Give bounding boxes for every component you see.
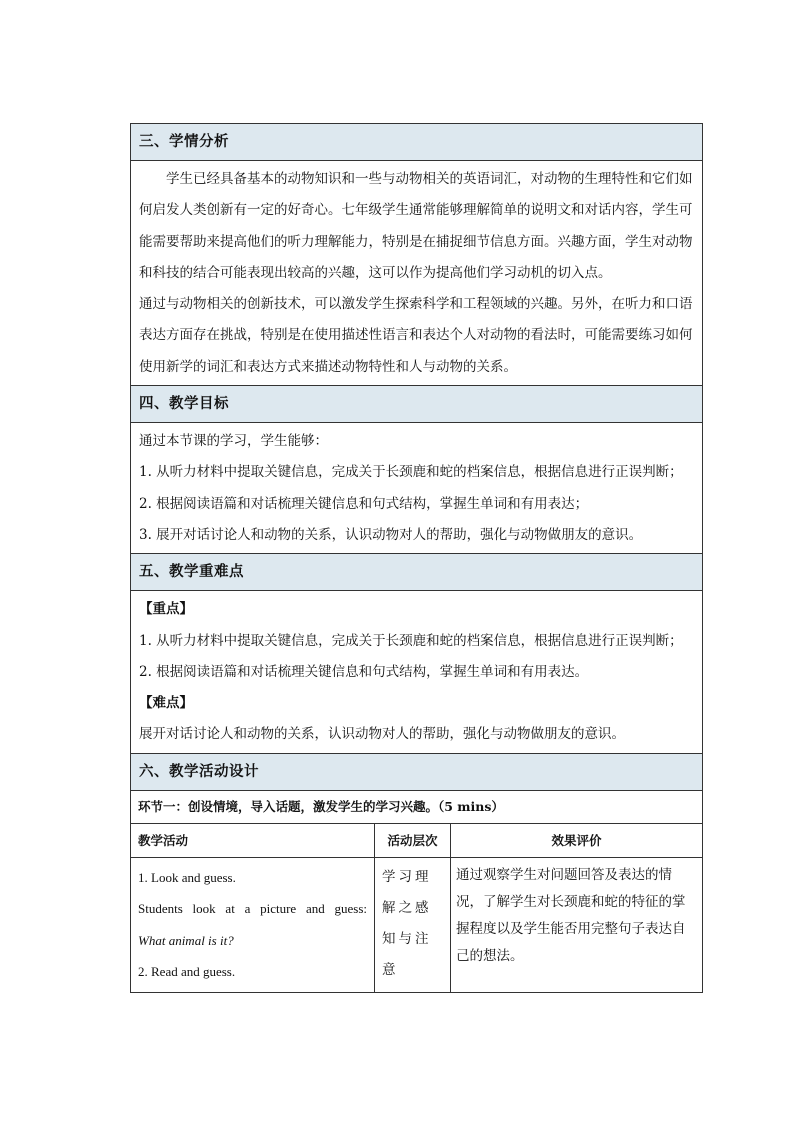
lesson-plan-document	[130, 123, 702, 993]
section-3-title: 三、学情分析	[131, 124, 703, 161]
learner-analysis-paragraph-1: 学生已经具备基本的动物知识和一些与动物相关的英语词汇，对动物的生理特性和它们如何启发人类创新有一定的好奇心。七年级学生通常能够理解简单的说明文和对话内容，学生可能需要帮助来提高他们的听力理解能力，特别是在捕捉细节信息方面。兴趣方面，学生对动物和科技的结合可能表现出较高的兴趣，这可以作为提高他们学习动机的切入点。	[139, 171, 693, 281]
objective-item: 3. 展开对话讨论人和动物的关系，认识动物对人的帮助，强化与动物做朋友的意识。	[139, 526, 643, 543]
column-header-evaluation: 效果评价	[451, 823, 703, 857]
section-3-header-row	[131, 124, 703, 161]
section-4-title: 四、教学目标	[131, 386, 703, 423]
activity-level-cell: 学习理解之感知与注意	[375, 857, 451, 992]
key-points-label: 【重点】	[139, 601, 193, 618]
section-3-body	[131, 161, 703, 386]
section-4-body	[131, 423, 703, 554]
key-point-item: 1. 从听力材料中提取关键信息，完成关于长颈鹿和蛇的档案信息，根据信息进行正误判断；	[139, 632, 683, 649]
objective-item: 2. 根据阅读语篇和对话梳理关键信息和句式结构，掌握生单词和有用表达；	[139, 495, 589, 512]
section-6-title: 六、教学活动设计	[131, 753, 703, 790]
activity-line: 2. Read and guess.	[138, 964, 236, 980]
section-5-header-row	[131, 554, 703, 591]
evaluation-cell: 通过观察学生对问题回答及表达的情况，了解学生对长颈鹿和蛇的特征的掌握程度以及学生能否用完整句子表达自己的想法。	[451, 857, 703, 992]
section-5-body-row	[131, 591, 703, 753]
step-1-row	[131, 790, 703, 823]
activity-line: 1. Look and guess.	[138, 869, 236, 885]
section-4-body-row	[131, 423, 703, 554]
section-3-body-row	[131, 161, 703, 386]
step-1-title: 环节一：创设情境，导入话题，激发学生的学习兴趣。（5 mins）	[131, 790, 703, 823]
objectives-intro: 通过本节课的学习，学生能够：	[139, 433, 328, 450]
difficult-point-text: 展开对话讨论人和动物的关系，认识动物对人的帮助，强化与动物做朋友的意识。	[139, 726, 625, 743]
activity-cell	[131, 857, 375, 992]
key-point-item: 2. 根据阅读语篇和对话梳理关键信息和句式结构，掌握生单词和有用表达。	[139, 663, 589, 680]
activity-question-line	[138, 925, 367, 957]
column-header-activity: 教学活动	[131, 823, 375, 857]
activity-question: What animal is it?	[138, 932, 234, 948]
lesson-plan-table	[130, 123, 703, 993]
activity-line: Students look at a picture and guess:	[138, 901, 367, 917]
section-5-body	[131, 591, 703, 753]
section-4-header-row	[131, 386, 703, 423]
difficult-points-label: 【难点】	[139, 695, 193, 712]
learner-analysis-paragraph-2: 通过与动物相关的创新技术，可以激发学生探索科学和工程领域的兴趣。另外，在听力和口语表达方面存在挑战，特别是在使用描述性语言和表达个人对动物的看法时，可能需要练习如何使用新学的词汇和表达方式来描述动物特性和人与动物的关系。	[139, 296, 693, 375]
column-header-level: 活动层次	[375, 823, 451, 857]
objective-item: 1. 从听力材料中提取关键信息，完成关于长颈鹿和蛇的档案信息，根据信息进行正误判断；	[139, 464, 683, 481]
activity-table-header-row	[131, 823, 703, 857]
activity-table-row	[131, 857, 703, 992]
section-5-title: 五、教学重难点	[131, 554, 703, 591]
section-6-header-row	[131, 753, 703, 790]
